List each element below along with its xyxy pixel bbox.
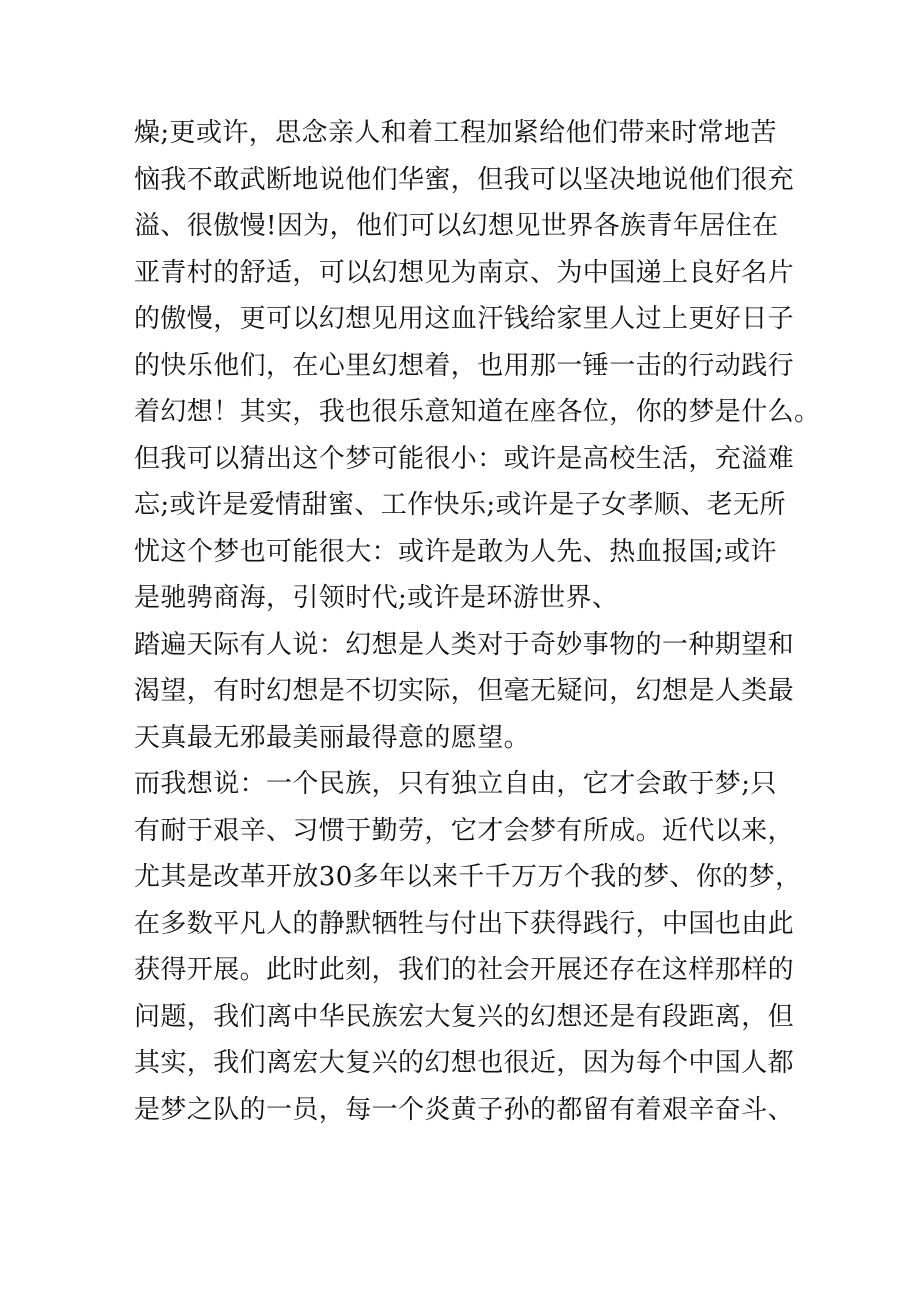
text-line: 踏遍天际有人说：幻想是人类对于奇妙事物的一种期望和	[134, 629, 795, 660]
text-line: 是梦之队的一员，每一个炎黄子孙的都留有着艰辛奋斗、	[134, 1094, 795, 1125]
text-line: 恼我不敢武断地说他们华蜜，但我可以坚决地说他们很充	[134, 164, 795, 195]
text-line: 的傲慢，更可以幻想见用这血汗钱给家里人过上更好日子	[134, 304, 795, 334]
text-line: 在多数平凡人的静默牺牲与付出下获得践行，中国也由此	[134, 908, 795, 939]
text-line: 是驰骋商海，引领时代;或许是环游世界、	[134, 583, 619, 613]
text-line: 的快乐他们，在心里幻想着，也用那一锤一击的行动践行	[134, 350, 795, 381]
text-line: 而我想说：一个民族，只有独立自由，它才会敢于梦;只	[134, 769, 777, 799]
text-line: 但我可以猜出这个梦可能很小：或许是高校生活，充溢难	[134, 443, 795, 474]
text-line: 溢、很傲慢!因为，他们可以幻想见世界各族青年居住在	[134, 211, 779, 241]
text-line: 获得开展。此时此刻，我们的社会开展还存在这样那样的	[134, 955, 795, 985]
text-line: 天真最无邪最美丽最得意的愿望。	[134, 722, 531, 753]
text-line: 有耐于艰辛、习惯于勤劳，它才会梦有所成。近代以来，	[134, 815, 795, 846]
text-line: 燥;更或许，思念亲人和着工程加紧给他们带来时常地苦	[134, 118, 777, 148]
text-line: 忘;或许是爱情甜蜜、工作快乐;或许是子女孝顺、老无所	[134, 490, 786, 520]
text-line: 渴望，有时幻想是不切实际，但毫无疑问，幻想是人类最	[134, 676, 795, 706]
text-line: 尤其是改革开放30多年以来千千万万个我的梦、你的梦，	[134, 862, 802, 892]
text-line: 着幻想！其实，我也很乐意知道在座各位，你的梦是什么。	[134, 397, 821, 427]
body-text	[134, 110, 821, 1133]
text-line: 其实，我们离宏大复兴的幻想也很近，因为每个中国人都	[134, 1048, 795, 1078]
text-line: 问题，我们离中华民族宏大复兴的幻想还是有段距离，但	[134, 1001, 795, 1032]
text-line: 亚青村的舒适，可以幻想见为南京、为中国递上良好名片	[134, 257, 795, 288]
text-line: 忧这个梦也可能很大：或许是敢为人先、热血报国;或许	[134, 536, 777, 567]
